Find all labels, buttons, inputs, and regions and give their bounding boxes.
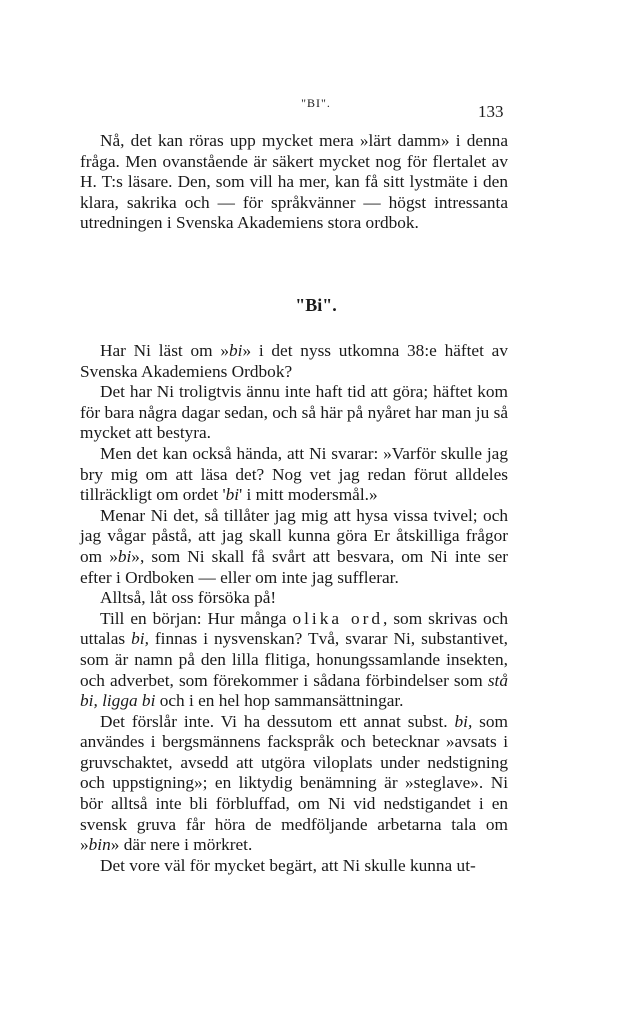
italic-term: bi, [131,629,149,649]
italic-term: bi [228,341,243,360]
paragraph-3 [80,444,508,506]
italic-term: bin [88,835,111,855]
running-head: "BI". [301,96,331,110]
main-text-block [80,341,508,876]
paragraph-7 [80,712,508,856]
italic-term: bi, [454,711,473,731]
italic-term: bi [117,546,132,566]
paragraph-4 [80,506,508,588]
text-run: », som Ni skall få svårt att besvara, om Ni inte ser efter i Ordboken — eller om inte jag sufflerar. [80,546,508,587]
italic-term: bi [225,485,240,505]
text-run: ' i mitt modersmål.» [239,485,378,505]
text-run: Har Ni läst om » [100,341,229,360]
italic-term: stå bi, ligga bi [80,670,508,711]
paragraph-8: Det vore väl för mycket begärt, att Ni skulle kunna ut- [100,855,476,875]
text-run: Till en början: Hur många [100,608,293,628]
paragraph-6 [80,609,508,712]
text-run: och i en hel hop sammansättningar. [155,691,404,711]
paragraph-2: Det har Ni troligtvis ännu inte haft tid att göra; häftet kom för bara några dagar sedan, och så här på nyåret har man ju så mycket att bestyra. [80,382,508,443]
spaced-emphasis: olika ord [292,608,384,628]
paragraph-1 [80,341,508,382]
text-run: , som skrivas och uttalas [80,608,509,649]
page-number: 133 [478,102,504,121]
text-run: Menar Ni det, så tillåter jag mig att hysa vissa tvivel; och jag vågar påstå, att jag skall kunna göra Er åtskilliga frågor om » [80,505,508,566]
text-run: » där nere i mörkret. [110,835,253,855]
text-run: » i det nyss utkomna 38:e häftet av Svenska Akademiens Ordbok? [80,341,508,381]
text-run: finnas i nysvenskan? Två, svarar Ni, substantivet, som är namn på den lilla flitiga, honungssamlande insekten, och adverbet, som förekommer i sådana förbindelser som [80,629,508,690]
section-title: "Bi". [295,295,337,315]
paragraph-5: Alltså, låt oss försöka på! [100,588,277,608]
paragraph-intro: Nå, det kan röras upp mycket mera »lärt damm» i denna fråga. Men ovanstående är säkert mycket nog för flertalet av H. T:s läsare. Den, som vill ha mer, kan få sitt lystmäte i den klara, sakrika och — för språkvänner — högst intressanta utredningen i Svenska Akademiens stora ordbok. [80,131,508,233]
text-run: Men det kan också hända, att Ni svarar: »Varför skulle jag bry mig om att läsa det? Nog vet jag redan förut alldeles tillräckligt om ordet ' [80,443,508,505]
top-text-block [80,131,508,234]
text-run: Det förslår inte. Vi ha dessutom ett annat subst. [100,711,455,731]
text-run: som användes i bergsmännens fackspråk och betecknar »avsats i gruvschaktet, avsedd att utgöra viloplats under nedstigning och uppstigning»; en liktydig benämning är »steglave». Ni bör alltså inte bli förbluffad, om Ni vid nedstigandet i en svensk gruva får höra de medföljande arbetarna tala om » [80,711,508,855]
